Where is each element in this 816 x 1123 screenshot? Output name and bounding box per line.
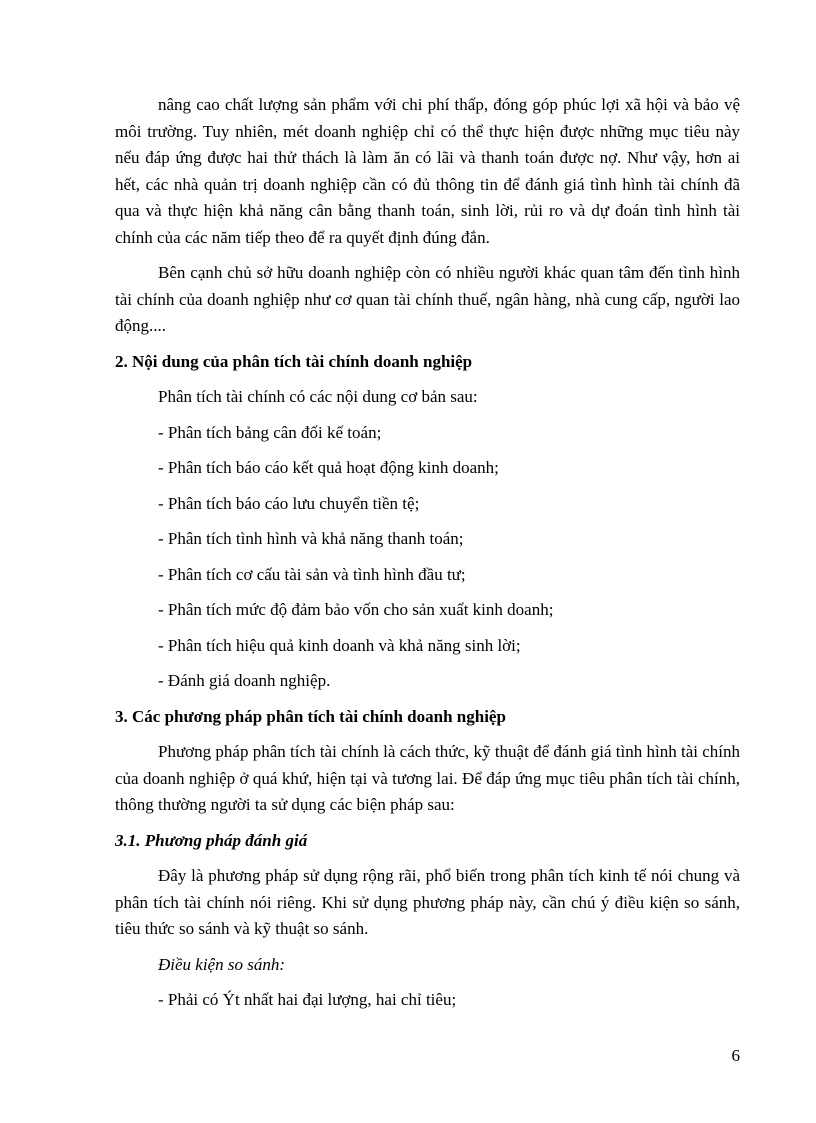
section-3-1-heading: 3.1. Phương pháp đánh giá	[115, 830, 308, 850]
section-2-intro: Phân tích tài chính có các nội dung cơ bản sau:	[158, 387, 478, 406]
list-item: - Đánh giá doanh nghiệp.	[158, 671, 331, 690]
list-item: - Phân tích báo cáo lưu chuyển tiền tệ;	[158, 493, 420, 513]
comparison-conditions-label: Điều kiện so sánh:	[158, 954, 286, 974]
page-number: 6	[731, 1046, 740, 1065]
list-item: - Phân tích mức độ đảm bảo vốn cho sản xuất kinh doanh;	[158, 600, 554, 619]
section-3-intro: Phương pháp phân tích tài chính là cách thức, kỹ thuật để đánh giá tình hình tài chính của doanh nghiệp ở quá khứ, hiện tại và tương lai. Để đáp ứng mục tiêu phân tích tài chính, thông thường người ta sử dụng các biện pháp sau:	[115, 742, 740, 814]
list-item: - Phân tích báo cáo kết quả hoạt động kinh doanh;	[158, 458, 499, 477]
paragraph-stakeholders: Bên cạnh chủ sở hữu doanh nghiệp còn có nhiều người khác quan tâm đến tình hình tài chính của doanh nghiệp như cơ quan tài chính thuế, ngân hàng, nhà cung cấp, người lao động....	[115, 263, 740, 335]
section-3-heading: 3. Các phương pháp phân tích tài chính doanh nghiệp	[115, 706, 506, 726]
list-item: - Phân tích bảng cân đối kế toán;	[158, 422, 382, 442]
section-2-heading: 2. Nội dung của phân tích tài chính doanh nghiệp	[115, 351, 473, 371]
section-3-1-body: Đây là phương pháp sử dụng rộng rãi, phổ biến trong phân tích kinh tế nói chung và phân tích tài chính nói riêng. Khi sử dụng phương pháp này, cần chú ý điều kiện so sánh, tiêu thức so sánh và kỹ thuật so sánh.	[115, 866, 740, 938]
list-item: - Phải có Ýt nhất hai đại lượng, hai chỉ tiêu;	[158, 990, 457, 1009]
list-item: - Phân tích hiệu quả kinh doanh và khả năng sinh lời;	[158, 635, 521, 655]
document-page	[115, 92, 740, 1014]
list-item: - Phân tích cơ cấu tài sản và tình hình đầu tư;	[158, 564, 466, 584]
paragraph-financial-goals: nâng cao chất lượng sản phẩm với chi phí thấp, đóng góp phúc lợi xã hội và bảo vệ môi trường. Tuy nhiên, mét doanh nghiệp chỉ có thể thực hiện được những mục tiêu này nếu đáp ứng được hai thử thách là làm ăn có lãi và thanh toán được nợ. Như vậy, hơn ai hết, các nhà quản trị doanh nghiệp cần có đủ thông tin để đánh giá tình hình tài chính đã qua và thực hiện khả năng cân bằng thanh toán, sinh lời, rủi ro và dự đoán tình hình tài chính của các năm tiếp theo để ra quyết định đúng đắn.	[115, 95, 740, 247]
list-item: - Phân tích tình hình và khả năng thanh toán;	[158, 529, 464, 548]
